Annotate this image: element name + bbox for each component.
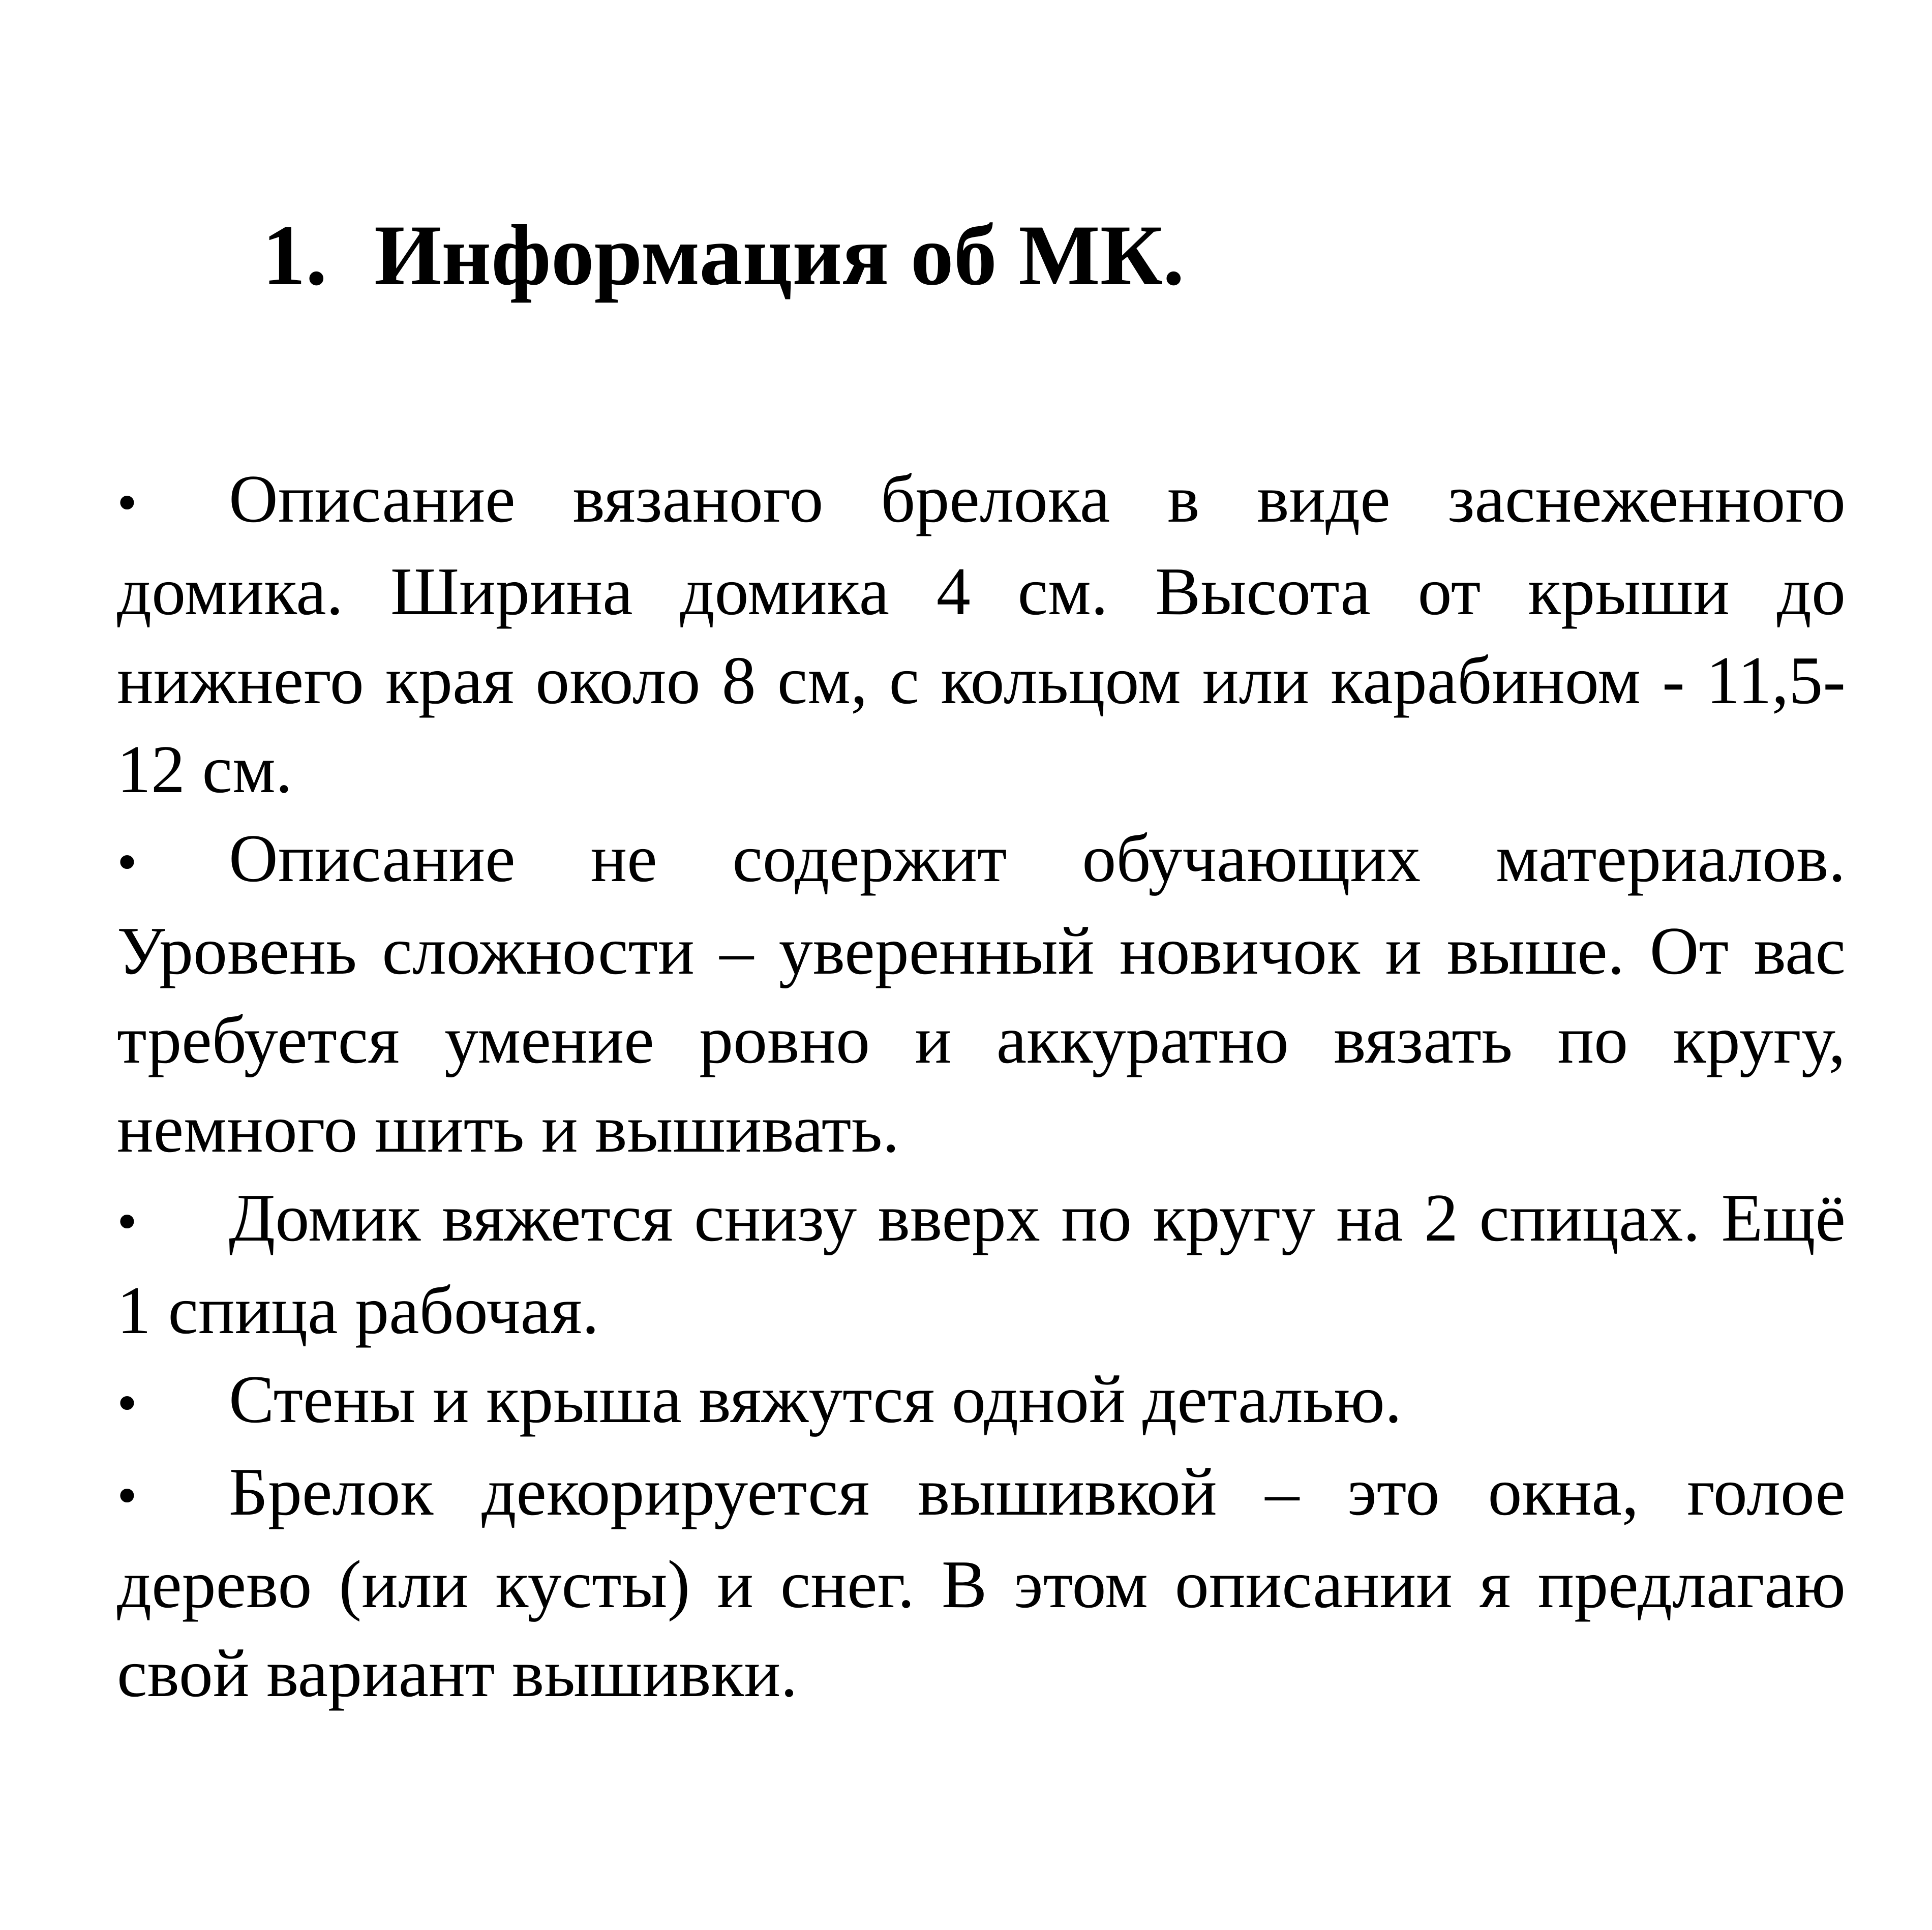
list-item	[117, 814, 1846, 1173]
section-heading	[262, 203, 1846, 307]
list-item-line	[117, 1266, 1846, 1355]
list-item-line	[117, 907, 1846, 996]
line-text: Брелок декорируется вышивкой – это окна, голое	[229, 1454, 1846, 1529]
list-item-line	[117, 547, 1846, 636]
line-text: Описание не содержит обучающих материалов.	[229, 821, 1846, 896]
line-text: Описание вязаного брелока в виде заснеженного	[229, 461, 1846, 536]
list-item-line	[117, 1540, 1846, 1629]
bullet-icon: •	[117, 830, 137, 894]
bullet-icon: •	[117, 470, 137, 534]
section-title: Информация об МК.	[374, 207, 1185, 303]
bullet-icon: •	[117, 1189, 137, 1253]
list-item	[117, 1173, 1846, 1355]
list-item-line	[117, 1448, 1846, 1540]
list-item-line	[117, 1084, 1846, 1173]
list-item-line	[117, 455, 1846, 547]
section-number: 1.	[262, 207, 327, 303]
list-item-line	[117, 725, 1846, 814]
bullet-icon: •	[117, 1463, 137, 1527]
list-item	[117, 455, 1846, 814]
list-item-line	[117, 1355, 1846, 1448]
line-text: дерево (или кусты) и снег. В этом описании я предлагаю	[117, 1547, 1846, 1622]
line-text: Домик вяжется снизу вверх по кругу на 2 спицах. Ещё	[229, 1180, 1846, 1255]
line-text: 1 спица рабочая.	[117, 1273, 599, 1348]
list-item-line	[117, 1173, 1846, 1266]
line-text: свой вариант вышивки.	[117, 1636, 798, 1711]
line-text: немного шить и вышивать.	[117, 1091, 899, 1166]
line-text: требуется умение ровно и аккуратно вязать по кругу,	[117, 1002, 1846, 1077]
list-item-line	[117, 814, 1846, 907]
list-item-line	[117, 1629, 1846, 1718]
line-text: Стены и крыша вяжутся одной деталью.	[229, 1362, 1402, 1437]
bullet-icon: •	[117, 1371, 137, 1435]
list-item-line	[117, 636, 1846, 725]
line-text: нижнего края около 8 см, с кольцом или карабином - 11,5-	[117, 643, 1846, 718]
line-text: Уровень сложности – уверенный новичок и выше. От вас	[117, 913, 1846, 988]
list-item	[117, 1355, 1846, 1448]
line-text: домика. Ширина домика 4 см. Высота от крыши до	[117, 554, 1846, 629]
document-body	[117, 455, 1846, 1718]
list-item-line	[117, 996, 1846, 1084]
list-item	[117, 1448, 1846, 1718]
line-text: 12 см.	[117, 732, 293, 807]
